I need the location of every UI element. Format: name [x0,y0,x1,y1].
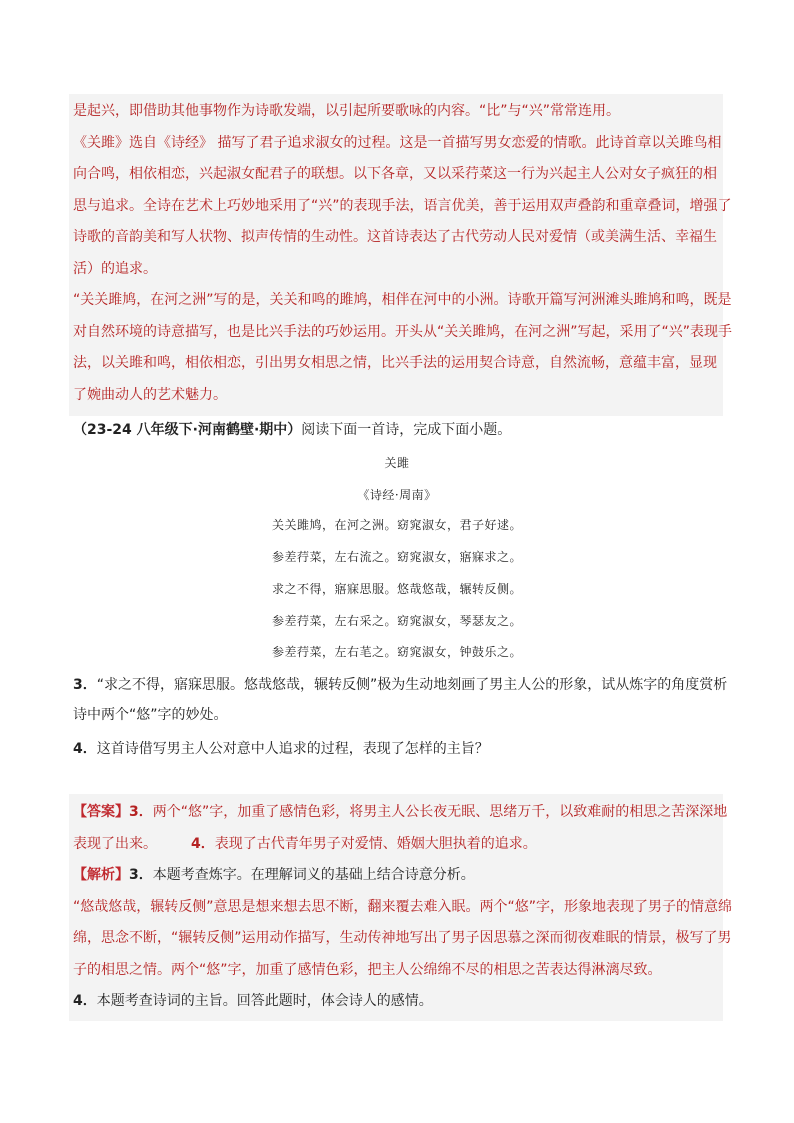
poem-line: 关关雎鸠，在河之洲。窈窕淑女，君子好逑。 [271,518,522,532]
explanation-line: “关关雎鸠，在河之洲”写的是，关关和鸣的雎鸠，相伴在河中的小洲。诗歌开篇写河洲滩头雎鸠和鸣，既是 [73,292,732,308]
analysis-line [69,986,723,1018]
question-intro [73,416,511,444]
question-text: “求之不得，寤寐思服。悠哉悠哉，辗转反侧”极为生动地刻画了男主人公的形象，试从炼字的角度赏析 [96,677,728,693]
answer-text: 表现了出来。 [73,835,157,852]
analysis-text: 本题考查炼字。在理解词义的基础上结合诗意分析。 [152,867,475,883]
explanation-line: 活）的追求。 [73,260,157,277]
answer-block [69,794,733,1021]
explanation-block [69,94,733,416]
poem-line: 参差荇菜，左右采之。窈窕淑女，琴瑟友之。 [271,614,522,628]
question-text: 诗中两个“悠”字的妙处。 [73,707,228,723]
explanation-line: 向合鸣，相依相恋，兴起淑女配君子的联想。以下各章，又以采荇菜这一行为兴起主人公对女子疯狂的相 [73,166,717,182]
answer-number: 3． [129,804,153,820]
answer-line [69,829,723,861]
explanation-line: 是起兴，即借助其他事物作为诗歌发端，以引起所要歌咏的内容。“比”与“兴”常常连用。 [73,103,621,119]
question-4 [73,734,489,764]
question-3 [73,670,727,700]
question-3-cont [73,700,228,730]
question-number: 4． [73,741,97,757]
analysis-number: 3． [129,867,153,883]
poem-title: 关雎 [384,456,410,470]
analysis-line [69,860,723,892]
answer-text: 表现了古代青年男子对爱情、婚姻大胆执着的追求。 [214,835,537,852]
explanation-line: 了婉曲动人的艺术魅力。 [73,386,227,403]
explanation-line: 对自然环境的诗意描写，也是比兴手法的巧妙运用。开头从“关关雎鸠，在河之洲”写起，采用了“兴”表现手 [73,323,733,340]
answer-text: 两个“悠”字，加重了感情色彩，将男主人公长夜无眠、思绪万千，以致难耐的相思之苦深深地 [152,804,728,820]
explanation-line: 《关雎》选自《诗经》 描写了君子追求淑女的过程。这是一首描写男女恋爱的情歌。此诗首章以关雎鸟相 [73,134,722,151]
answer-tag: 【答案】 [73,804,129,820]
answer-line [69,797,728,829]
analysis-line: 绵，思念不断，“辗转反侧”运用动作描写，生动传神地写出了男子因思慕之深而彻夜难眠的情景，极写了男 [73,930,732,946]
question-instruction: 阅读下面一首诗，完成下面小题。 [301,422,512,438]
question-text: 这首诗借写男主人公对意中人追求的过程，表现了怎样的主旨？ [96,741,489,757]
explanation-line: 诗歌的音韵美和写人状物、拟声传情的生动性。这首诗表达了古代劳动人民对爱情（或美满生活、幸福生 [73,229,717,245]
poem-line: 参差荇菜，左右芼之。窈窕淑女，钟鼓乐之。 [271,645,522,659]
question-number: 3． [73,677,97,693]
poem-line: 参差荇菜，左右流之。窈窕淑女，寤寐求之。 [271,550,522,564]
explanation-line: 法，以关雎和鸣，相依相恋，引出男女相思之情，比兴手法的运用契合诗意，自然流畅，意蕴丰富，显现 [73,355,717,371]
analysis-number: 4． [73,993,97,1009]
poem-author: 《诗经·周南》 [357,488,437,502]
analysis-line: “悠哉悠哉，辗转反侧”意思是想来想去思不断，翻来覆去难入眠。两个“悠”字，形象地表现了男子的情意绵 [73,898,733,915]
answer-number: 4． [191,835,215,852]
explanation-line: 思与追求。全诗在艺术上巧妙地采用了“兴”的表现手法，语言优美，善于运用双声叠韵和重章叠词，增强了 [73,197,732,214]
analysis-text: 本题考查诗词的主旨。回答此题时，体会诗人的感情。 [96,993,433,1009]
analysis-tag: 【解析】 [73,867,129,883]
question-source: （23-24 八年级下·河南鹤壁·期中） [73,422,302,438]
analysis-line: 子的相思之情。两个“悠”字，加重了感情色彩，把主人公绵绵不尽的相思之苦表达得淋漓尽致。 [73,961,662,978]
poem-line: 求之不得，寤寐思服。悠哉悠哉，辗转反侧。 [271,582,522,596]
